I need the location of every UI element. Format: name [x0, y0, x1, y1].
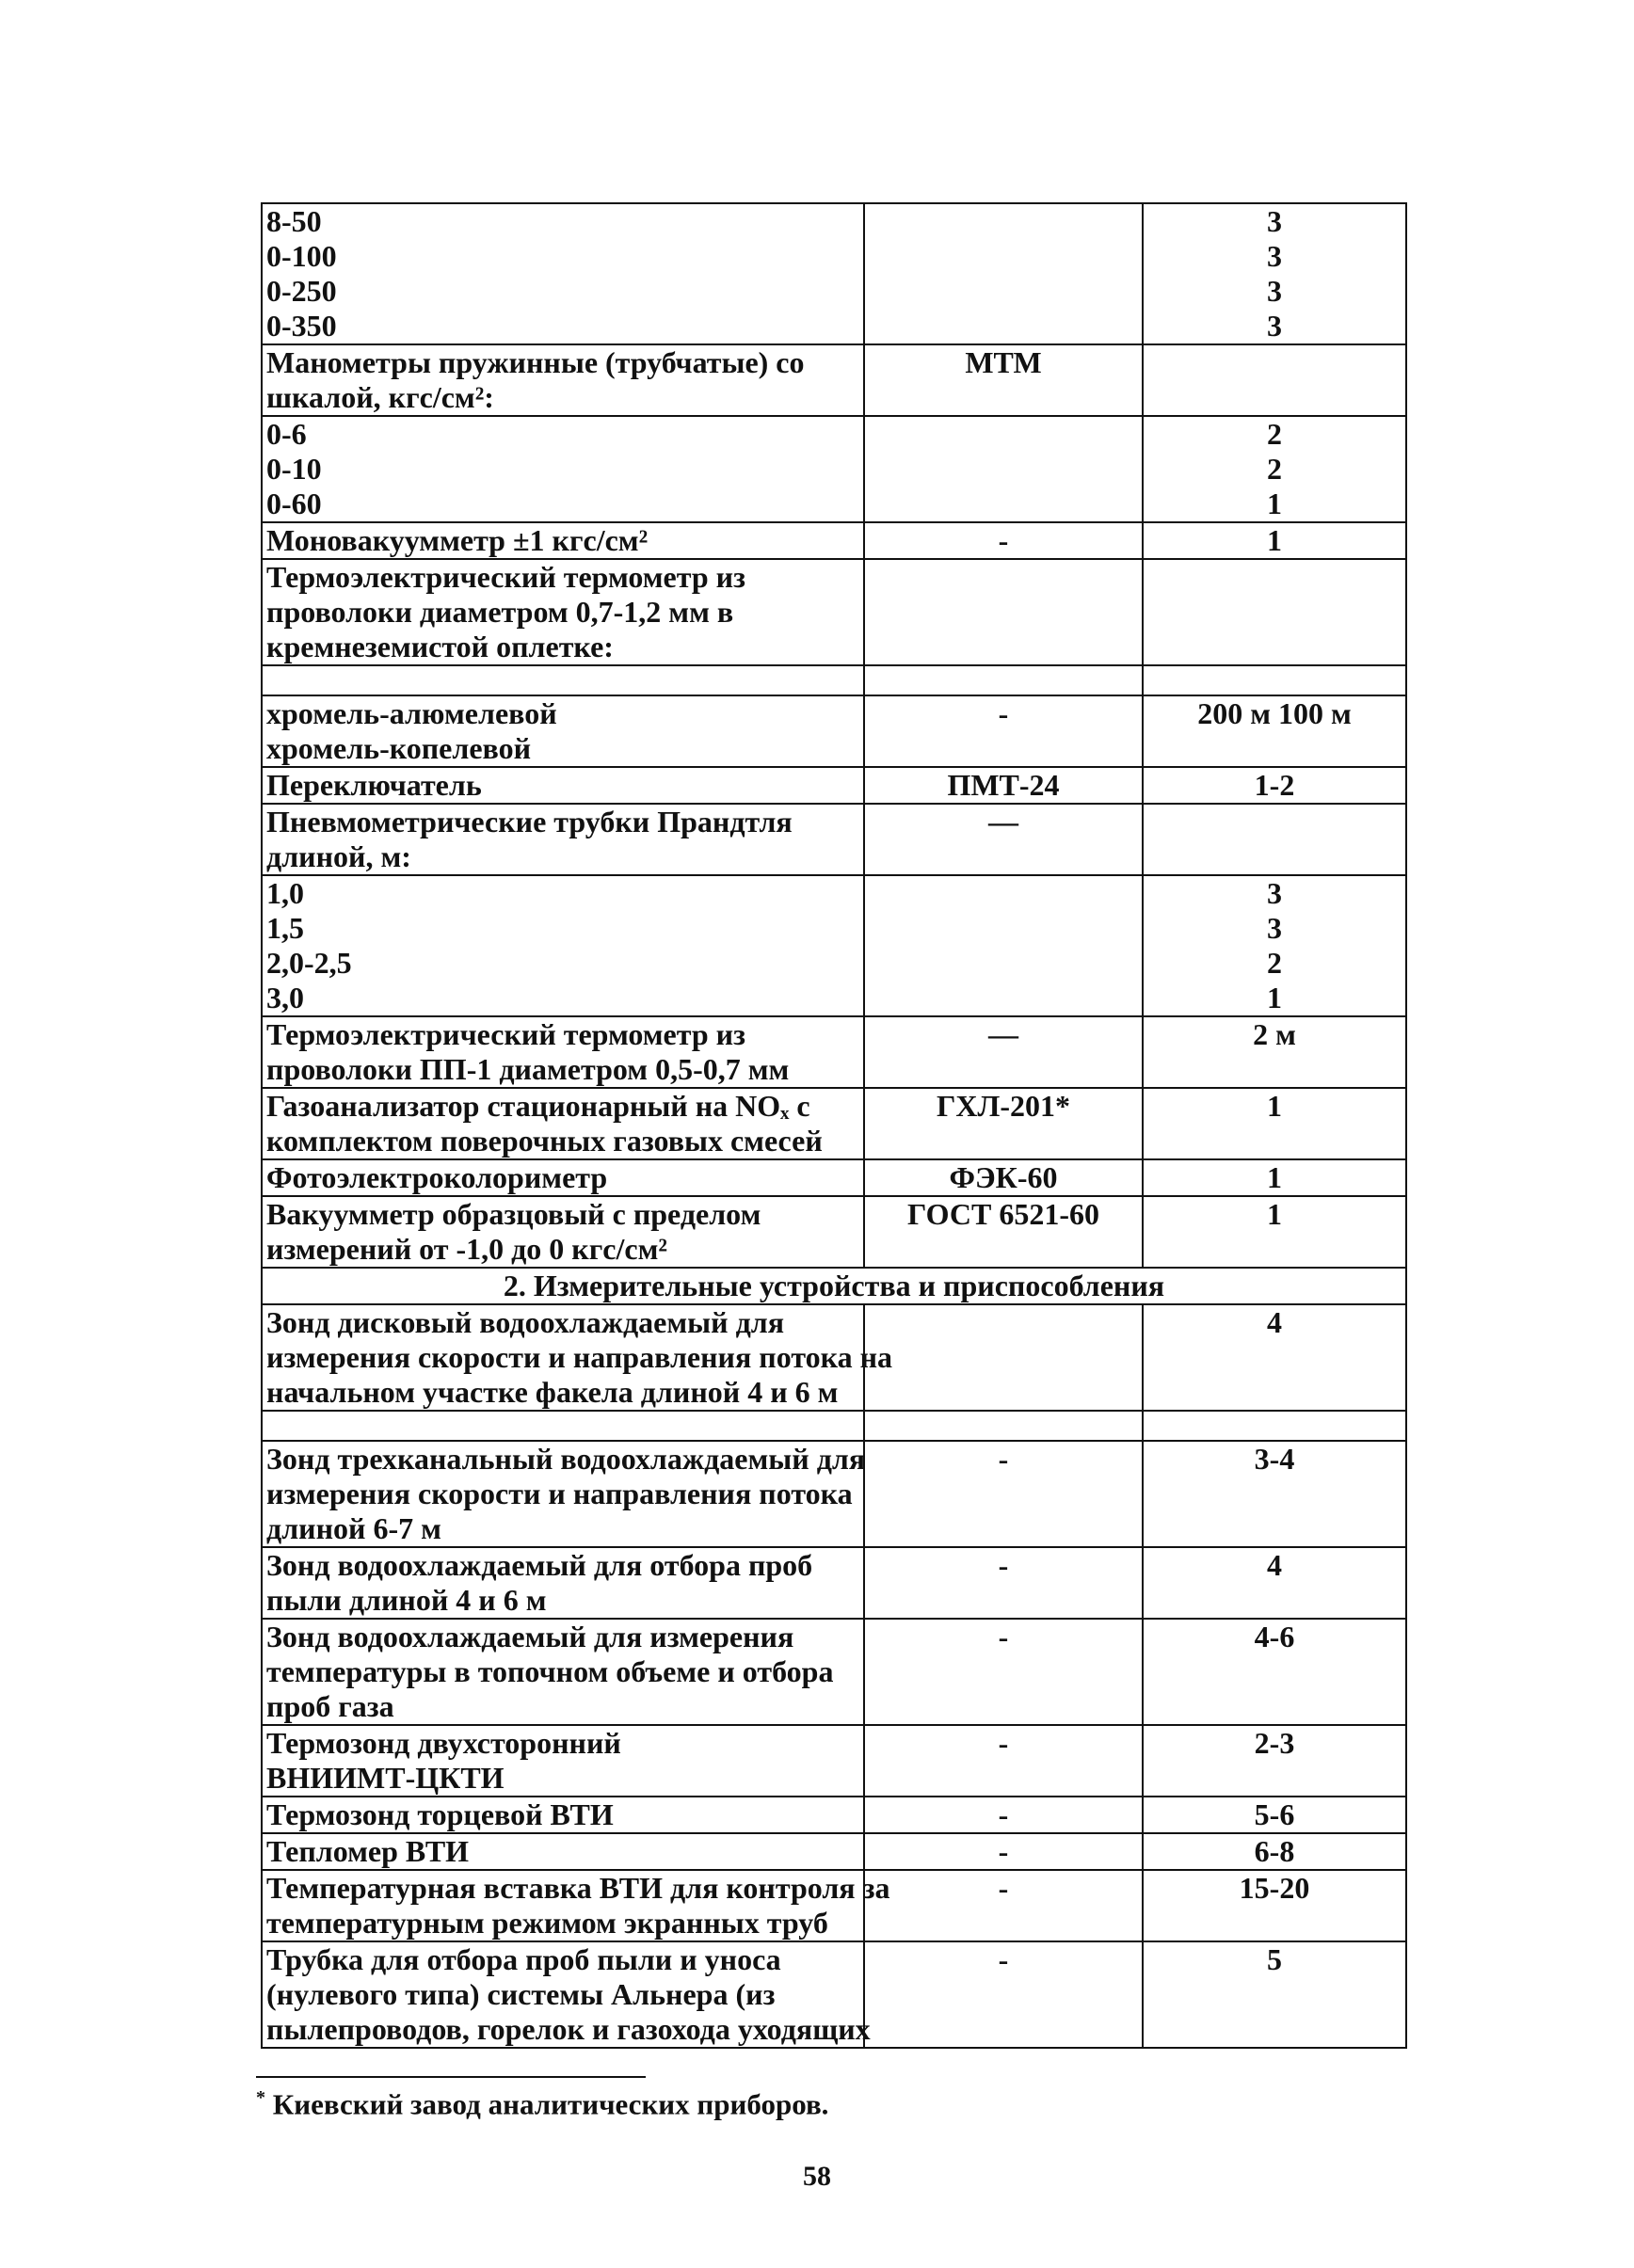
- cell-line: 0-6: [266, 417, 307, 451]
- cell-line: 1,0: [266, 876, 304, 910]
- quantity-cell: [1143, 559, 1406, 665]
- mark-cell: [864, 1941, 1143, 2048]
- cell-line: Фотоэлектроколориметр: [266, 1160, 608, 1194]
- name-cell: [262, 1547, 864, 1619]
- quantity-cell: [1143, 767, 1406, 804]
- cell-line: —: [988, 805, 1018, 839]
- cell-line: хромель-алюмелевой: [266, 696, 557, 730]
- cell-line: -: [998, 1942, 1009, 1976]
- cell-line: Термоэлектрический термометр из: [266, 1017, 745, 1051]
- quantity-cell: [1143, 695, 1406, 767]
- empty-cell: [1143, 665, 1406, 695]
- cell-line: 0-60: [266, 487, 322, 520]
- name-cell: [262, 1941, 871, 2048]
- cell-line: -: [998, 1620, 1009, 1653]
- cell-line: проволоки диаметром 0,7-1,2 мм в: [266, 595, 734, 629]
- mark-cell: [864, 1619, 1143, 1725]
- cell-line: 3: [1267, 274, 1282, 308]
- table-row: [262, 695, 1406, 767]
- cell-line: измерения скорости и направления потока на: [266, 1340, 892, 1374]
- cell-line: 3: [1267, 239, 1282, 273]
- name-cell: [262, 1159, 864, 1196]
- cell-line: Зонд трехканальный водоохлаждаемый для: [266, 1442, 866, 1476]
- table-row: [262, 1088, 1406, 1159]
- quantity-cell: [1143, 1304, 1406, 1411]
- cell-line: Манометры пружинные (трубчатые) со: [266, 345, 805, 379]
- quantity-cell: [1143, 1725, 1406, 1797]
- name-cell: [262, 1870, 890, 1941]
- cell-line: 2: [1267, 452, 1282, 486]
- cell-line: хромель-копелевой: [266, 731, 532, 765]
- mark-cell: [864, 1797, 1143, 1833]
- mark-cell: [864, 522, 1143, 559]
- quantity-cell: [1143, 416, 1406, 522]
- empty-cell: [1143, 1411, 1406, 1441]
- table-row: [262, 203, 1406, 344]
- mark-cell: [864, 1304, 1143, 1411]
- cell-line: 0-100: [266, 239, 337, 273]
- cell-line: 3,0: [266, 981, 304, 1014]
- cell-line: (нулевого типа) системы Альнера (из: [266, 1977, 776, 2011]
- footnote-text: Киевский завод аналитических приборов.: [272, 2087, 829, 2121]
- cell-line: длиной 6-7 м: [266, 1511, 441, 1545]
- cell-line: Газоанализатор стационарный на NOₓ с: [266, 1089, 810, 1123]
- quantity-cell: [1143, 1619, 1406, 1725]
- cell-line: Зонд водоохлаждаемый для измерения: [266, 1620, 794, 1653]
- cell-line: 0-10: [266, 452, 322, 486]
- quantity-cell: [1143, 1797, 1406, 1833]
- table-row: [262, 1725, 1406, 1797]
- cell-line: -: [998, 1871, 1009, 1905]
- quantity-cell: [1143, 1547, 1406, 1619]
- table-row: [262, 416, 1406, 522]
- cell-line: МТМ: [965, 345, 1042, 379]
- quantity-cell: [1143, 1196, 1406, 1268]
- name-cell: [262, 1833, 864, 1870]
- cell-line: Зонд дисковый водоохлаждаемый для: [266, 1305, 785, 1339]
- table-row: [262, 1797, 1406, 1833]
- mark-cell: [864, 1870, 1143, 1941]
- name-cell: [262, 522, 864, 559]
- mark-cell: [864, 203, 1143, 344]
- cell-line: 3: [1267, 309, 1282, 343]
- spacer-row: [262, 665, 1406, 695]
- cell-line: Температурная вставка ВТИ для контроля за: [266, 1871, 890, 1905]
- cell-line: Трубка для отбора проб пыли и уноса: [266, 1942, 781, 1976]
- mark-cell: [864, 344, 1143, 416]
- table-row: [262, 1196, 1406, 1268]
- cell-line: Тепломер ВТИ: [266, 1834, 470, 1868]
- mark-cell: [864, 1547, 1143, 1619]
- cell-line: Переключатель: [266, 768, 482, 802]
- name-cell: [262, 416, 864, 522]
- quantity-cell: [1143, 875, 1406, 1016]
- mark-cell: [864, 1725, 1143, 1797]
- cell-line: 1: [1267, 1089, 1282, 1123]
- cell-line: 4: [1267, 1305, 1282, 1339]
- cell-line: 1: [1267, 487, 1282, 520]
- quantity-cell: [1143, 804, 1406, 875]
- name-cell: [262, 559, 864, 665]
- quantity-cell: [1143, 344, 1406, 416]
- cell-line: 3: [1267, 876, 1282, 910]
- cell-line: -: [998, 1548, 1009, 1582]
- cell-line: 0-350: [266, 309, 337, 343]
- cell-line: 4-6: [1254, 1620, 1295, 1653]
- empty-cell: [864, 1411, 1143, 1441]
- cell-line: Пневмометрические трубки Прандтля: [266, 805, 793, 839]
- name-cell: [262, 1441, 864, 1547]
- cell-line: 3: [1267, 911, 1282, 945]
- name-cell: [262, 767, 864, 804]
- quantity-cell: [1143, 1088, 1406, 1159]
- page-number: 58: [803, 2161, 831, 2192]
- cell-line: 2,0-2,5: [266, 946, 352, 980]
- cell-line: длиной, м:: [266, 839, 411, 873]
- name-cell: [262, 1196, 864, 1268]
- quantity-cell: [1143, 1870, 1406, 1941]
- quantity-cell: [1143, 1016, 1406, 1088]
- cell-line: проволоки ПП-1 диаметром 0,5-0,7 мм: [266, 1052, 790, 1086]
- name-cell: [262, 1016, 864, 1088]
- cell-line: 2 м: [1253, 1017, 1296, 1051]
- cell-line: ФЭК-60: [949, 1160, 1058, 1194]
- quantity-cell: [1143, 522, 1406, 559]
- table-row: [262, 1441, 1406, 1547]
- table-row: [262, 1941, 1406, 2048]
- name-cell: [262, 695, 864, 767]
- quantity-cell: [1143, 1941, 1406, 2048]
- mark-cell: [864, 1196, 1143, 1268]
- cell-line: ВНИИМТ-ЦКТИ: [266, 1761, 505, 1795]
- section-title: 2. Измерительные устройства и приспособления: [262, 1268, 1406, 1304]
- mark-cell: [864, 559, 1143, 665]
- cell-line: -: [998, 696, 1009, 730]
- mark-cell: [864, 767, 1143, 804]
- cell-line: пыли длиной 4 и 6 м: [266, 1583, 547, 1617]
- name-cell: [262, 203, 864, 344]
- cell-line: -: [998, 1726, 1009, 1760]
- name-cell: [262, 875, 864, 1016]
- cell-line: Термоэлектрический термометр из: [266, 560, 745, 594]
- cell-line: ГХЛ-201*: [937, 1089, 1070, 1123]
- mark-cell: [864, 804, 1143, 875]
- quantity-cell: [1143, 1159, 1406, 1196]
- mark-cell: [864, 1833, 1143, 1870]
- table-row: [262, 875, 1406, 1016]
- table-row: [262, 1159, 1406, 1196]
- cell-line: 3: [1267, 204, 1282, 238]
- mark-cell: [864, 1016, 1143, 1088]
- cell-line: 5: [1267, 1942, 1282, 1976]
- cell-line: температурным режимом экранных труб: [266, 1906, 828, 1940]
- cell-line: 3-4: [1254, 1442, 1295, 1476]
- cell-line: Термозонд торцевой ВТИ: [266, 1797, 614, 1831]
- cell-line: измерения скорости и направления потока: [266, 1477, 853, 1510]
- name-cell: [262, 1725, 864, 1797]
- mark-cell: [864, 1441, 1143, 1547]
- cell-line: начальном участке факела длиной 4 и 6 м: [266, 1375, 839, 1409]
- empty-cell: [262, 665, 864, 695]
- mark-cell: [864, 695, 1143, 767]
- cell-line: -: [998, 523, 1009, 557]
- table-row: [262, 1016, 1406, 1088]
- cell-line: -: [998, 1797, 1009, 1831]
- table-row: [262, 1833, 1406, 1870]
- table-row: [262, 804, 1406, 875]
- cell-line: ГОСТ 6521-60: [907, 1197, 1099, 1231]
- cell-line: кремнеземистой оплетке:: [266, 630, 614, 663]
- cell-line: Моновакуумметр ±1 кгс/см²: [266, 523, 649, 557]
- table-row: [262, 767, 1406, 804]
- cell-line: Термозонд двухсторонний: [266, 1726, 621, 1760]
- cell-line: 1: [1267, 1160, 1282, 1194]
- mark-cell: [864, 1088, 1143, 1159]
- quantity-cell: [1143, 1833, 1406, 1870]
- footnote-marker: *: [256, 2087, 265, 2108]
- table-row: [262, 1547, 1406, 1619]
- cell-line: 200 м 100 м: [1197, 696, 1352, 730]
- equipment-table: [261, 202, 1407, 2049]
- cell-line: пылепроводов, горелок и газохода уходящих: [266, 2012, 871, 2046]
- quantity-cell: [1143, 1441, 1406, 1547]
- table-row: [262, 1304, 1406, 1411]
- name-cell: [262, 1088, 864, 1159]
- cell-line: 1,5: [266, 911, 304, 945]
- cell-line: 6-8: [1254, 1834, 1295, 1868]
- quantity-cell: [1143, 203, 1406, 344]
- mark-cell: [864, 416, 1143, 522]
- cell-line: 5-6: [1254, 1797, 1295, 1831]
- name-cell: [262, 344, 864, 416]
- empty-cell: [262, 1411, 864, 1441]
- cell-line: комплектом поверочных газовых смесей: [266, 1124, 823, 1158]
- spacer-row: [262, 1411, 1406, 1441]
- name-cell: [262, 1304, 892, 1411]
- cell-line: 15-20: [1239, 1871, 1310, 1905]
- cell-line: 8-50: [266, 204, 322, 238]
- table-row: [262, 522, 1406, 559]
- cell-line: 1: [1267, 1197, 1282, 1231]
- cell-line: 4: [1267, 1548, 1282, 1582]
- cell-line: Зонд водоохлаждаемый для отбора проб: [266, 1548, 813, 1582]
- cell-line: —: [988, 1017, 1018, 1051]
- cell-line: 1: [1267, 523, 1282, 557]
- footnote: [256, 2087, 828, 2121]
- cell-line: проб газа: [266, 1689, 394, 1723]
- cell-line: Вакуумметр образцовый с пределом: [266, 1197, 761, 1231]
- name-cell: [262, 804, 864, 875]
- mark-cell: [864, 1159, 1143, 1196]
- table-row: [262, 344, 1406, 416]
- cell-line: измерений от -1,0 до 0 кгс/см²: [266, 1232, 667, 1266]
- section-header-row: [262, 1268, 1406, 1304]
- cell-line: 1-2: [1254, 768, 1295, 802]
- name-cell: [262, 1619, 864, 1725]
- mark-cell: [864, 875, 1143, 1016]
- cell-line: температуры в топочном объеме и отбора: [266, 1654, 834, 1688]
- cell-line: -: [998, 1834, 1009, 1868]
- cell-line: ПМТ-24: [947, 768, 1060, 802]
- footnote-divider: [256, 2076, 646, 2078]
- table-row: [262, 1619, 1406, 1725]
- table-row: [262, 559, 1406, 665]
- cell-line: -: [998, 1442, 1009, 1476]
- cell-line: шкалой, кгс/см²:: [266, 380, 494, 414]
- cell-line: 0-250: [266, 274, 337, 308]
- name-cell: [262, 1797, 864, 1833]
- cell-line: 1: [1267, 981, 1282, 1014]
- empty-cell: [864, 665, 1143, 695]
- cell-line: 2-3: [1254, 1726, 1295, 1760]
- equipment-table-body: [262, 203, 1406, 2048]
- cell-line: 2: [1267, 417, 1282, 451]
- cell-line: 2: [1267, 946, 1282, 980]
- table-row: [262, 1870, 1406, 1941]
